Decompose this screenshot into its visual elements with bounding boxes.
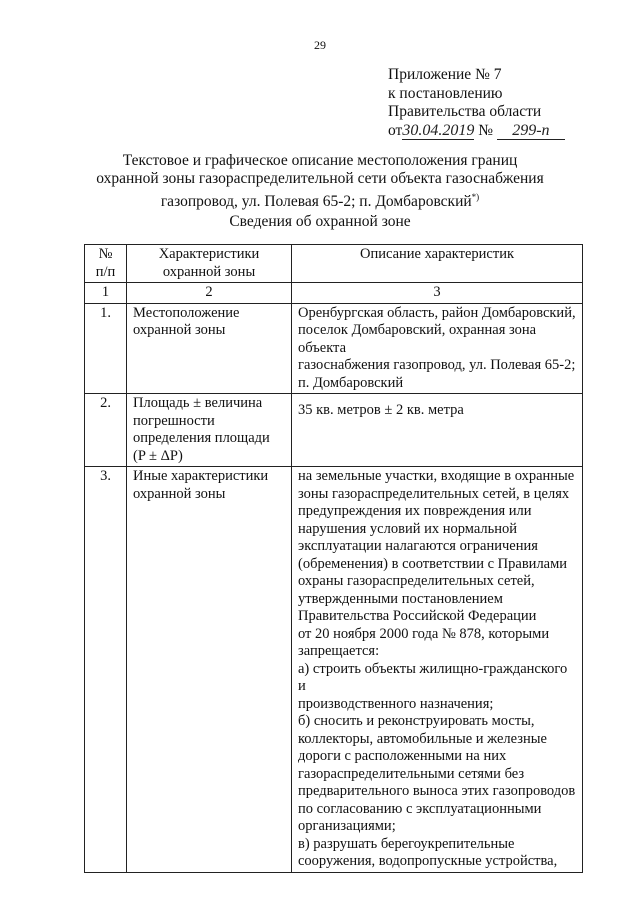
header-description: Описание характеристик — [292, 245, 583, 283]
footnote-mark: *) — [471, 192, 480, 202]
page-number: 29 — [314, 38, 326, 52]
document-title — [70, 152, 570, 211]
table-index-row — [85, 283, 583, 304]
row-number: 1. — [85, 303, 127, 394]
row-characteristic: Площадь ± величина погрешности определения площади (P ± ΔP) — [127, 394, 292, 467]
row-description: 35 кв. метров ± 2 кв. метра — [292, 394, 583, 467]
table-row — [85, 467, 583, 873]
appendix-line-3: Правительства области — [388, 103, 542, 120]
title-line-1: Текстовое и графическое описание местоположения границ — [122, 152, 518, 169]
appendix-block — [388, 66, 565, 140]
index-cell: 2 — [127, 283, 292, 304]
index-cell: 1 — [85, 283, 127, 304]
row-number: 3. — [85, 467, 127, 873]
row-characteristic: Иные характеристики охранной зоны — [127, 467, 292, 873]
appendix-line-2: к постановлению — [388, 84, 503, 102]
handwritten-number: 299-п — [497, 123, 565, 140]
row-number: 2. — [85, 394, 127, 467]
row-characteristic: Местоположение охранной зоны — [127, 303, 292, 394]
protection-zone-table — [84, 244, 583, 873]
table-header-row — [85, 245, 583, 283]
section-subtitle: Сведения об охранной зоне — [229, 213, 411, 230]
table-row — [85, 303, 583, 394]
date-prefix: от — [388, 121, 403, 139]
title-line-3: газопровод, ул. Полевая 65-2; п. Домбаровский*) — [160, 192, 480, 211]
number-prefix: № — [478, 121, 493, 139]
handwritten-date: 30.04.2019 — [402, 121, 475, 139]
row-description: на земельные участки, входящие в охранные зоны газораспределительных сетей, в целях предупреждения их повреждения или нарушения условий их нормальной эксплуатации налагаются ограничения (обременения) в соответствии с Правилами охраны газораспределительных сетей, утвержденными постановлением Правительства Российской Федерации от 20 ноября 2000 года № 878, которыми запрещается: а) строить объекты жилищно-гражданского и производственного назначения; б) сносить и реконструировать мосты, коллекторы, автомобильные и железные дороги с расположенными на них газораспределительными сетями без предварительного выноса этих газопроводов по согласованию с эксплуатационными организациями; в) разрушать берегоукрепительные сооружения, водопропускные устройства, — [292, 467, 583, 873]
index-cell: 3 — [292, 283, 583, 304]
appendix-title: Приложение № 7 — [388, 66, 502, 83]
appendix-date-number — [388, 122, 565, 141]
table-row — [85, 394, 583, 467]
header-num: № п/п — [85, 245, 127, 283]
row-description: Оренбургская область, район Домбаровский, поселок Домбаровский, охранная зона объекта газоснабжения газопровод, ул. Полевая 65-2; п. Домбаровский — [292, 303, 583, 394]
header-characteristics: Характеристики охранной зоны — [127, 245, 292, 283]
title-line-2: охранной зоны газораспределительной сети объекта газоснабжения — [96, 170, 544, 187]
